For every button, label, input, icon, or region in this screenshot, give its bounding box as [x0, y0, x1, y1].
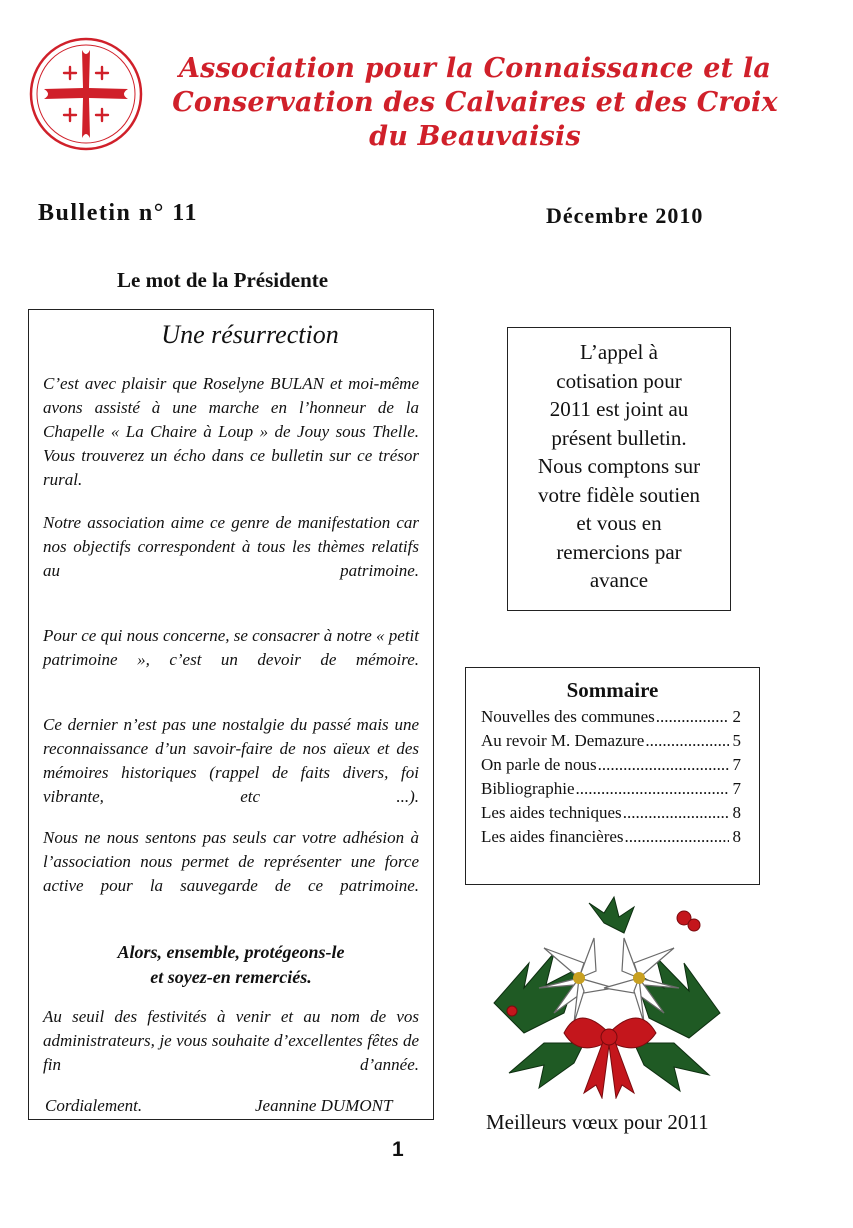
signoff: Cordialement. [45, 1096, 143, 1115]
signature: Jeannine DUMONT [255, 1096, 393, 1115]
association-title-line-3: du Beauvaisis [369, 121, 581, 152]
toc-leader-dots [575, 777, 728, 801]
closing-call-line-1: Alors, ensemble, protégeons-le [117, 942, 345, 962]
president-word-heading: Le mot de la Présidente [117, 268, 329, 292]
paragraph-association: Notre association aime ce genre de manifestation car nos objectifs correspondent à tous les thèmes relatifs au patrimoine. [43, 513, 419, 580]
paragraph-heritage: Ce dernier n’est pas une nostalgie du passé mais une reconnaissance d’un savoir-faire de nos aïeux et des mémoires historiques (rappel de faits divers, foi vibrante, etc ...). [43, 715, 419, 806]
poinsettia-bow-icon [484, 893, 730, 1099]
paragraph-membership: Nous ne nous sentons pas seuls car votre adhésion à l’association nous permet de représenter une force active pour la sauvegarde de ce patrimoine. [43, 828, 419, 895]
membership-line: présent bulletin. [551, 425, 687, 450]
toc-item-label: Les aides financières [481, 827, 624, 846]
paragraph-memory-duty: Pour ce qui nous concerne, se consacrer à notre « petit patrimoine », c’est un devoir de mémoire. [43, 626, 419, 669]
toc-item-label: Nouvelles des communes [481, 707, 655, 726]
closing-call-line-2: et soyez-en remerciés. [150, 967, 312, 987]
membership-line: L’appel à [580, 340, 658, 364]
toc-leader-dots [645, 729, 728, 753]
paragraph-intro: C’est avec plaisir que Roselyne BULAN et moi-même avons assisté à une marche en l’honneur de la Chapelle « La Chaire à Loup » de Jouy sous Thelle. Vous trouverez un écho dans ce bulletin sur ce trésor rural. [43, 374, 419, 489]
jerusalem-cross-logo-icon [28, 36, 144, 152]
membership-line: et vous en [576, 511, 662, 535]
toc-item-label: Les aides techniques [481, 803, 622, 822]
toc-item [481, 825, 741, 849]
toc-item [481, 801, 741, 825]
toc-leader-dots [656, 705, 729, 729]
toc-item [481, 705, 741, 729]
membership-line: cotisation pour [556, 368, 682, 393]
bulletin-number: Bulletin n° 11 [38, 200, 198, 226]
toc-leader-dots [625, 825, 729, 849]
toc-item [481, 777, 741, 801]
toc-item-page: 8 [732, 827, 741, 846]
toc-item-page: 7 [732, 779, 741, 798]
toc-item-label: Au revoir M. Demazure [481, 731, 645, 750]
toc-item [481, 753, 741, 777]
page-number: 1 [392, 1138, 404, 1161]
association-title-line-2: Conservation des Calvaires et des Croix [172, 87, 778, 118]
toc-leader-dots [623, 801, 729, 825]
closing-call [43, 940, 419, 990]
membership-line: 2011 est joint au [549, 397, 689, 421]
toc-item-page: 2 [732, 707, 741, 726]
membership-line: Nous comptons sur [537, 454, 701, 478]
new-year-wishes: Meilleurs vœux pour 2011 [486, 1110, 709, 1134]
association-title [170, 52, 780, 154]
paragraph-season-wishes: Au seuil des festivités à venir et au nom de vos administrateurs, je vous souhaite d’excellentes fêtes de fin d’année. [43, 1007, 419, 1074]
toc-item-label: On parle de nous [481, 755, 597, 774]
membership-line: votre fidèle soutien [537, 482, 701, 507]
membership-line: remercions par [556, 539, 682, 564]
article-title: Une résurrection [161, 320, 339, 349]
association-title-line-1: Association pour la Connaissance et la [178, 53, 772, 84]
toc-leader-dots [598, 753, 729, 777]
bulletin-date: Décembre 2010 [546, 203, 704, 228]
toc-item-page: 8 [732, 803, 741, 822]
membership-line: avance [589, 568, 649, 592]
toc-item-page: 7 [732, 755, 741, 774]
membership-appeal-text [507, 338, 731, 595]
table-of-contents-title: Sommaire [566, 678, 659, 702]
toc-item [481, 729, 741, 753]
toc-item-label: Bibliographie [481, 779, 575, 798]
toc-item-page: 5 [732, 731, 741, 750]
